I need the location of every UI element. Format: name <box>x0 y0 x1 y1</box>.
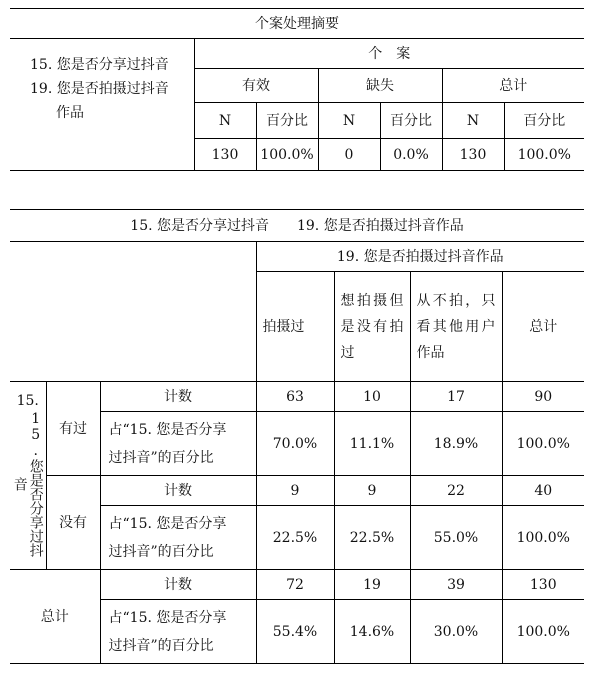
pct-cell: 100.0% <box>502 412 584 476</box>
pct-cell: 100.0% <box>502 506 584 570</box>
count-label: 计数 <box>100 476 256 506</box>
case-summary-table <box>10 8 584 171</box>
pct-cell: 100.0% <box>516 623 570 640</box>
count-cell: 9 <box>334 476 410 506</box>
summary-row-label-line2: 19. 您是否拍摄过抖音 <box>30 80 169 97</box>
pct-label-line2: 过抖音”的百分比 <box>108 637 214 654</box>
sub-header-pct: 百分比 <box>504 103 584 139</box>
pct-label-line2: 过抖音”的百分比 <box>108 449 214 466</box>
crosstab-title: 15. 您是否分享过抖音 19. 您是否拍摄过抖音作品 <box>10 210 584 242</box>
pct-label-line1: 占“15. 您是否分享 <box>108 421 227 438</box>
pct-label-line2: 过抖音”的百分比 <box>108 543 214 560</box>
case-header: 个 案 <box>194 39 584 69</box>
pct-cell: 22.5% <box>256 506 334 570</box>
col-header-shot: 拍摄过 <box>256 272 334 382</box>
count-cell: 39 <box>410 570 502 600</box>
pct-label-line1: 占“15. 您是否分享 <box>108 515 227 532</box>
count-cell: 10 <box>334 382 410 412</box>
value-cell: 130 <box>194 139 256 171</box>
pct-cell: 14.6% <box>334 600 410 664</box>
total-label: 总计 <box>10 570 100 664</box>
col-header-never <box>410 272 502 382</box>
pct-cell: 18.9% <box>410 412 502 476</box>
crosstab-corner <box>10 242 256 382</box>
sub-header-n: N <box>318 103 380 139</box>
pct-label-line1: 占“15. 您是否分享 <box>108 609 227 626</box>
value-cell: 100.0% <box>256 139 318 171</box>
pct-cell: 30.0% <box>410 600 502 664</box>
summary-row-label-line1: 15. 您是否分享过抖音 <box>30 56 169 73</box>
count-cell: 19 <box>334 570 410 600</box>
pct-cell: 70.0% <box>256 412 334 476</box>
group-total: 总计 <box>442 69 584 103</box>
value-cell: 0 <box>318 139 380 171</box>
summary-title: 个案处理摘要 <box>10 9 584 39</box>
count-cell: 130 <box>502 570 584 600</box>
row-var-label-text: 15.您是否分享过抖音 <box>11 410 44 557</box>
pct-cell: 55.4% <box>256 600 334 664</box>
col-header-never-line2: 看其他用户 <box>416 318 496 335</box>
crosstab-table <box>10 209 584 664</box>
col-group-label: 19. 您是否拍摄过抖音作品 <box>256 242 584 272</box>
pct-cell: 55.0% <box>410 506 502 570</box>
count-label: 计数 <box>100 382 256 412</box>
sub-header-pct: 百分比 <box>380 103 442 139</box>
value-cell: 130 <box>442 139 504 171</box>
count-cell: 22 <box>410 476 502 506</box>
count-cell: 40 <box>502 476 584 506</box>
row-group-yes: 有过 <box>46 382 100 476</box>
pct-label <box>100 600 256 664</box>
col-header-wanted <box>334 272 410 382</box>
value-cell: 100.0% <box>517 146 571 163</box>
row-var-label: 15. 15.您是否分享过抖音 <box>10 382 46 570</box>
sub-header-n: N <box>442 103 504 139</box>
count-cell: 63 <box>256 382 334 412</box>
col-header-wanted-line2: 是没有拍 <box>340 318 404 335</box>
row-group-no: 没有 <box>46 476 100 570</box>
col-header-never-line1: 从不拍，只 <box>416 292 496 309</box>
pct-label <box>100 506 256 570</box>
count-cell: 17 <box>410 382 502 412</box>
sub-header-n: N <box>194 103 256 139</box>
group-valid: 有效 <box>194 69 318 103</box>
col-header-wanted-line1: 想拍摄但 <box>340 292 404 309</box>
summary-row-label-line3: 作品 <box>56 104 84 121</box>
col-header-total: 总计 <box>502 272 584 382</box>
col-header-never-line3: 作品 <box>416 344 445 361</box>
pct-label <box>100 412 256 476</box>
summary-row-label <box>10 39 194 139</box>
pct-cell: 22.5% <box>334 506 410 570</box>
summary-blank <box>10 139 194 171</box>
count-cell: 9 <box>256 476 334 506</box>
col-header-wanted-line3: 过 <box>340 344 355 361</box>
count-label: 计数 <box>100 570 256 600</box>
count-cell: 90 <box>502 382 584 412</box>
group-missing: 缺失 <box>318 69 442 103</box>
pct-cell: 11.1% <box>334 412 410 476</box>
count-cell: 72 <box>256 570 334 600</box>
sub-header-pct: 百分比 <box>256 103 318 139</box>
value-cell: 0.0% <box>380 139 442 171</box>
